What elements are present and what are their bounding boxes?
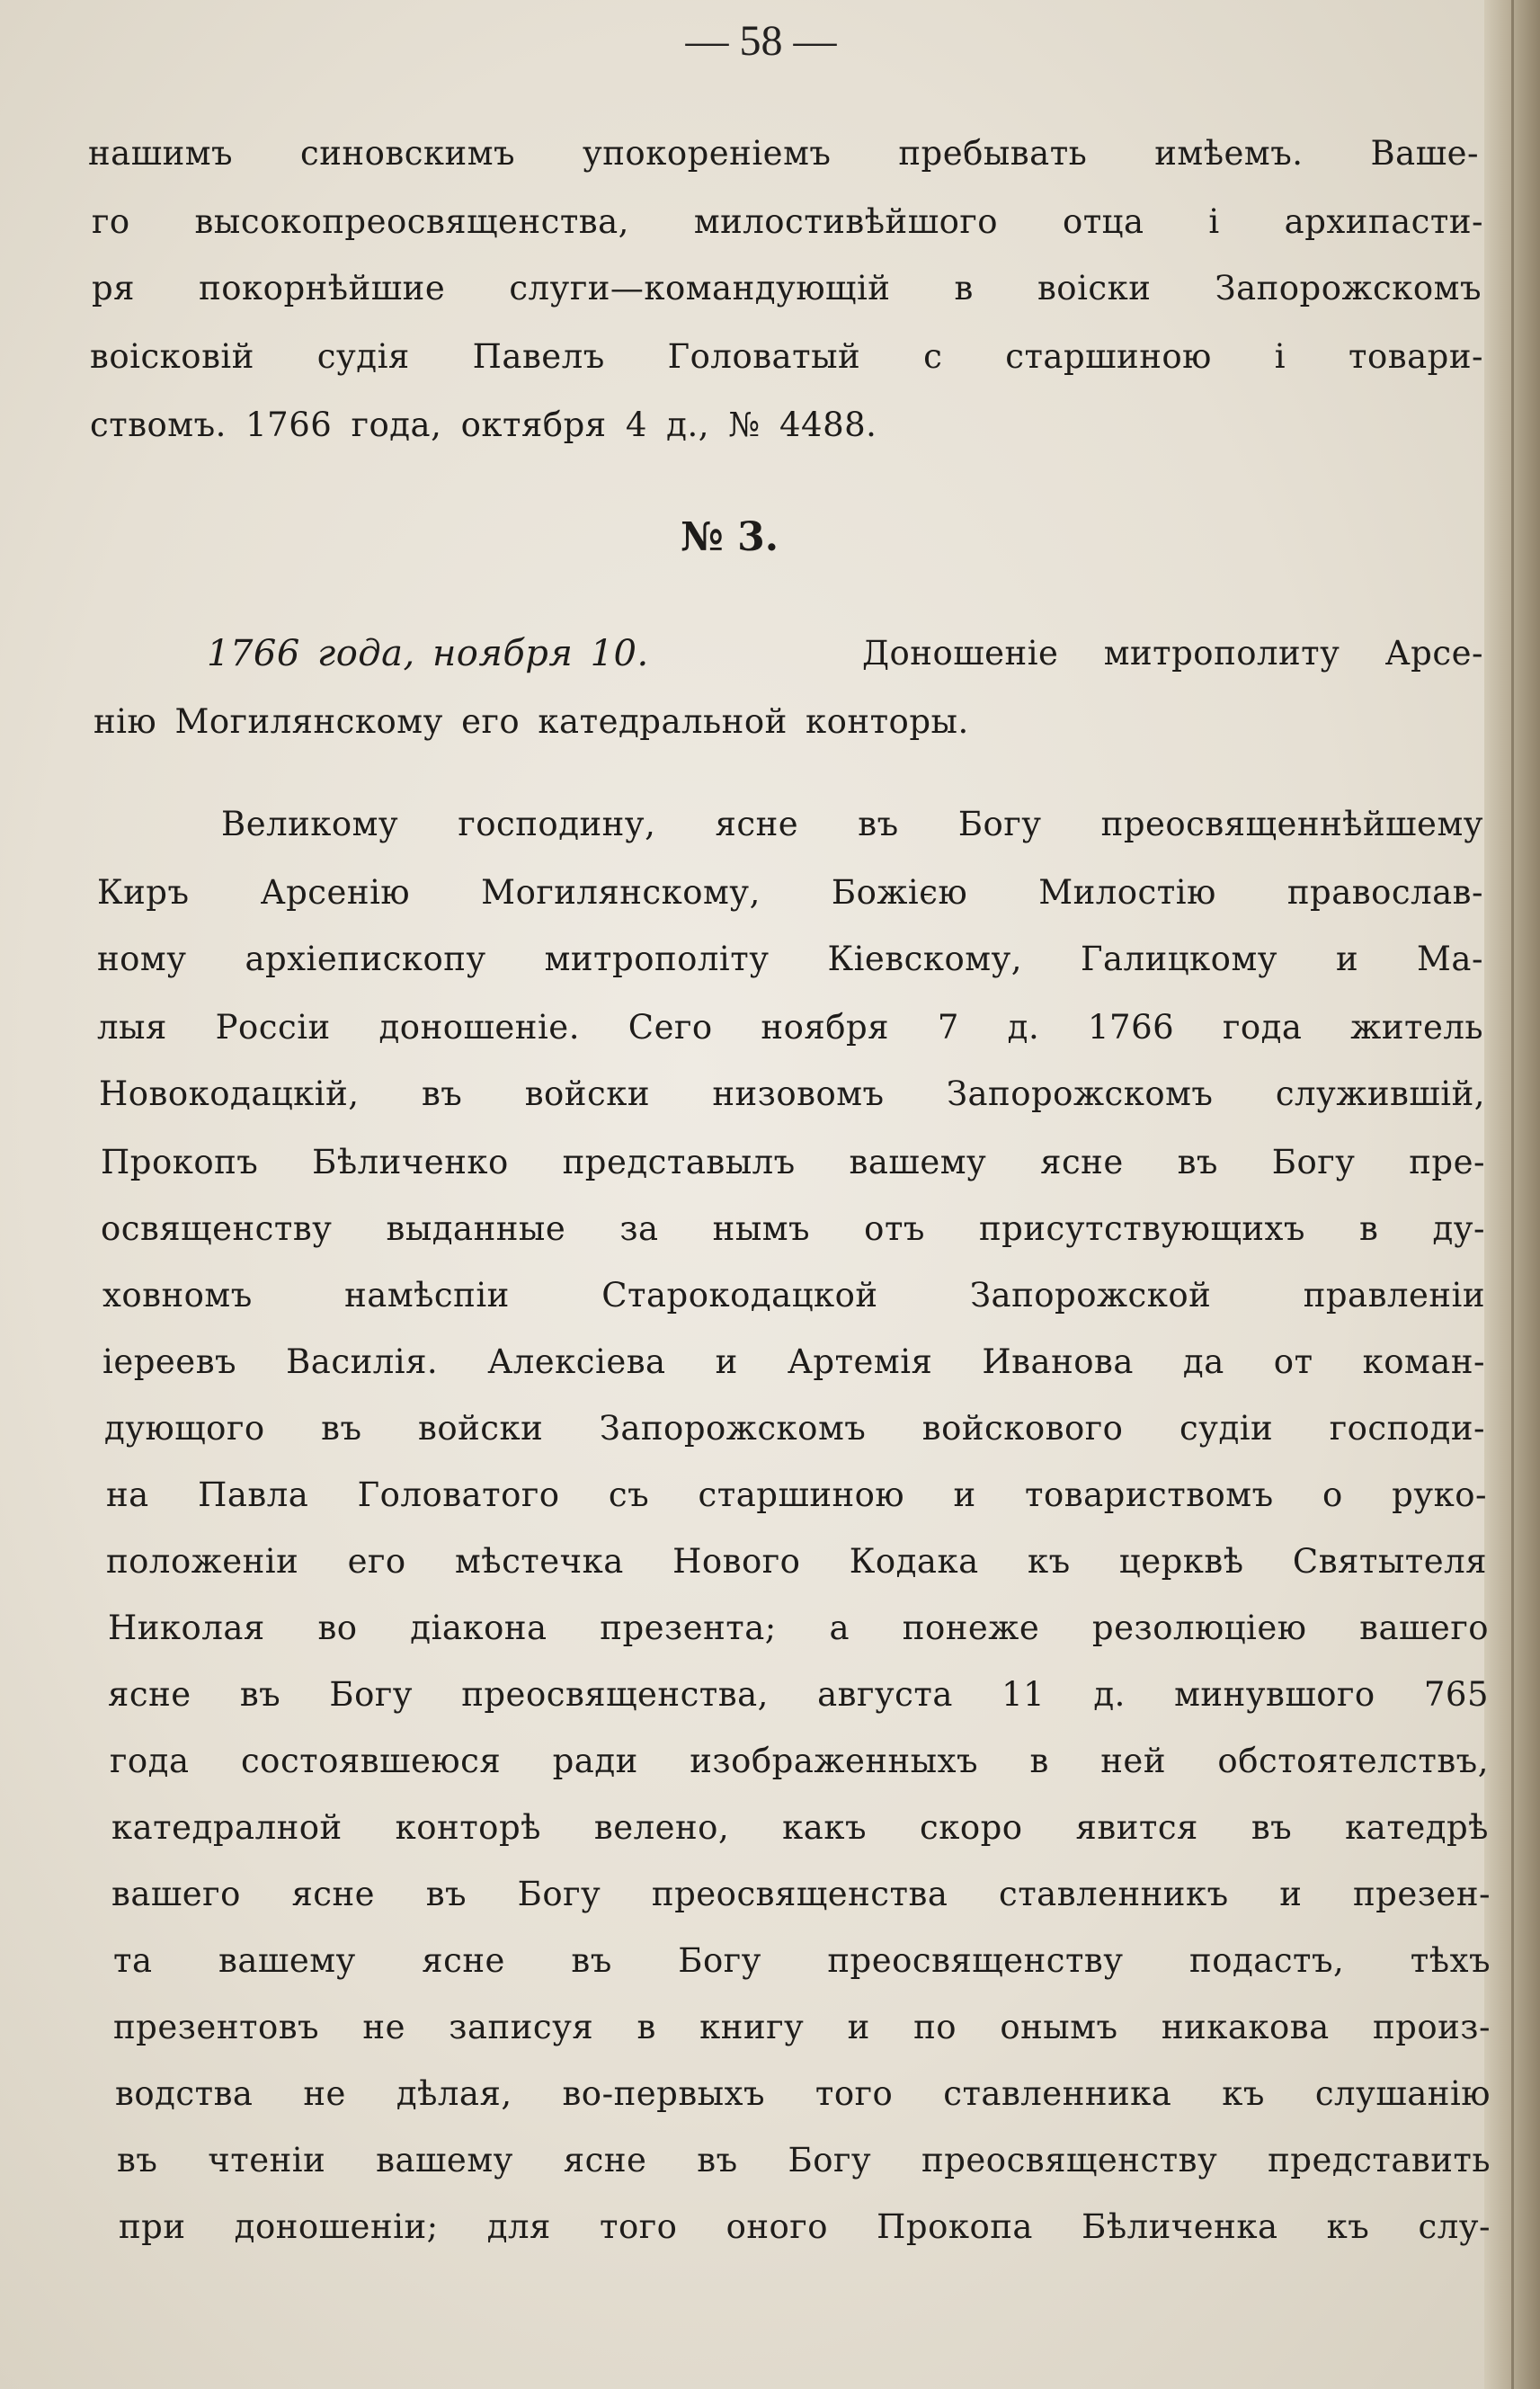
document-number-heading: № 3.: [680, 514, 779, 560]
spine-shadow-line: [1511, 0, 1514, 2389]
text-line: ному архіепископу митрополіту Кіевскому, Галицкому и Ма-: [97, 940, 1483, 978]
intro-line-1-rest: Доношеніе митрополиту Арсе-: [861, 634, 1483, 673]
text-line: іереевъ Василія. Алексіева и Артемія Иванова да от коман-: [102, 1342, 1485, 1381]
text-line: нію Могилянскому его катедральной конторы.: [93, 702, 969, 741]
text-line: та вашему ясне въ Богу преосвященству подастъ, тѣхъ: [113, 1941, 1491, 1980]
text-line: Новокодацкій, въ войски низовомъ Запорожскомъ служившій,: [99, 1074, 1485, 1113]
text-line: ховномъ намѣспіи Старокодацкой Запорожской правленіи: [102, 1276, 1485, 1315]
text-line: положеніи его мѣстечка Нового Кодака къ церквѣ Святытеля: [106, 1542, 1487, 1581]
text-line: Великому господину, ясне въ Богу преосвященнѣйшему: [221, 805, 1483, 843]
book-spine: [1484, 0, 1540, 2389]
text-line: Николая во діакона презента; а понеже резолюціею вашего: [108, 1609, 1489, 1647]
page-number: — 58 —: [685, 17, 837, 65]
text-line: ясне въ Богу преосвященства, августа 11 д. минувшого 765: [108, 1675, 1489, 1714]
text-line: въ чтеніи вашему ясне въ Богу преосвященству представить: [117, 2141, 1491, 2180]
text-line: лыя Россіи доношеніе. Сего ноября 7 д. 1766 года житель: [97, 1008, 1483, 1047]
document-date: 1766 года, ноября 10.: [207, 633, 649, 674]
text-line: воісковій судія Павелъ Головатый с старшиною і товари-: [90, 337, 1483, 376]
text-line: при доношеніи; для того оного Прокопа Бѣличенка къ слу-: [119, 2207, 1491, 2246]
text-line: ствомъ. 1766 года, октября 4 д., № 4488.: [90, 406, 877, 444]
text-line: го высокопреосвященства, милостивѣйшого отца і архипасти-: [92, 202, 1483, 241]
text-line: нашимъ синовскимъ упокореніемъ пребывать имѣемъ. Ваше-: [88, 134, 1479, 173]
text-line: ря покорнѣйшие слуги—командующій в воіски Запорожскомъ: [92, 269, 1482, 308]
text-line: презентовъ не записуя в книгу и по онымъ никакова произ-: [113, 2008, 1491, 2046]
text-line: года состоявшеюся ради изображенныхъ в ней обстоятелствъ,: [110, 1742, 1489, 1780]
text-line: на Павла Головатого съ старшиною и товариствомъ о руко-: [106, 1475, 1487, 1514]
text-line: Прокопъ Бѣличенко представылъ вашему ясне въ Богу пре-: [101, 1143, 1485, 1181]
intro-line-1: [207, 620, 1483, 687]
text-line: освященству выданные за нымъ отъ присутствующихъ в ду-: [101, 1209, 1485, 1248]
text-line: вашего ясне въ Богу преосвященства ставленникъ и презен-: [111, 1875, 1491, 1913]
text-line: Киръ Арсенію Могилянскому, Божією Милостію православ-: [97, 873, 1483, 912]
text-line: водства не дѣлая, во-первыхъ того ставленника къ слушанію: [115, 2074, 1491, 2113]
text-line: катедралной конторѣ велено, какъ скоро явится въ катедрѣ: [111, 1808, 1489, 1847]
text-line: дующого въ войски Запорожскомъ войскового судіи господи-: [104, 1409, 1485, 1448]
